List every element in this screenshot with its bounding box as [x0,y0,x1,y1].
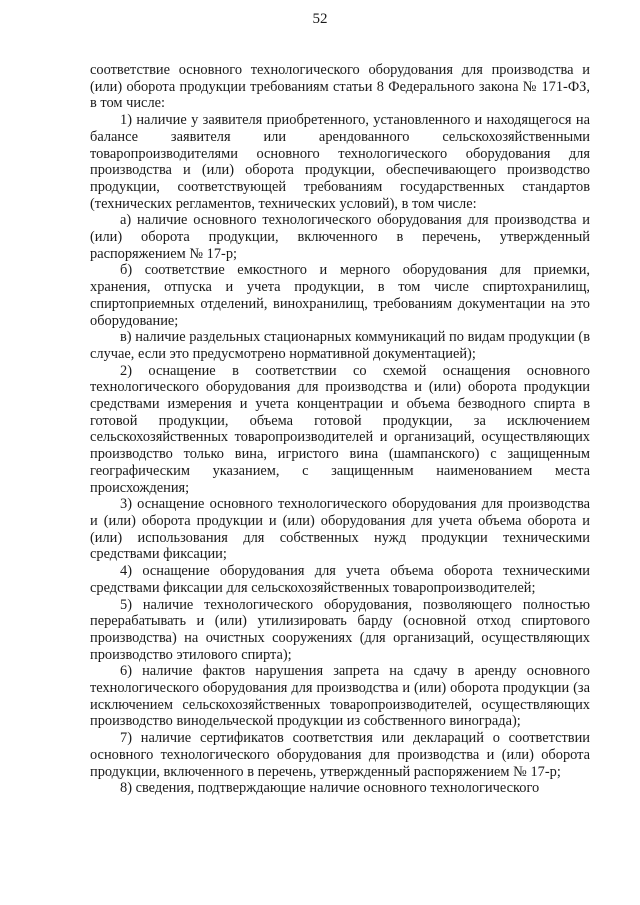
paragraph-item-8: 8) сведения, подтверждающие наличие основного технологического [120,780,540,797]
page-number: 52 [312,11,328,27]
paragraph-item-4: 4) оснащение оборудования для учета объема оборота техническими средствами фиксации для сельскохозяйственных товаропроизводителей; [90,563,590,596]
paragraph-item-7: 7) наличие сертификатов соответствия или деклараций о соответствии основного технологического оборудования для производства и (или) оборота продукции, включенного в перечень, утвержденный распоряжением № 17-р; [90,730,590,780]
paragraph-item-1v: в) наличие раздельных стационарных коммуникаций по видам продукции (в случае, если это предусмотрено нормативной документацией); [90,329,590,362]
paragraph-item-5: 5) наличие технологического оборудования, позволяющего полностью перерабатывать и (или) утилизировать барду (основной отход спиртового производства) на очистных сооружениях (для организаций, осуществляющих производство этилового спирта); [90,596,590,663]
paragraph-item-6: 6) наличие фактов нарушения запрета на сдачу в аренду основного технологического оборудования для производства и (или) оборота продукции (за исключением сельскохозяйственных товаропроизводителей, осуществляющих производство винодельческой продукции из собственного винограда); [90,663,590,730]
paragraph-item-1b: б) соответствие емкостного и мерного оборудования для приемки, хранения, отпуска и учета продукции, в том числе спиртохранилищ, спиртоприемных отделений, винохранилищ, требованиям документации на это оборудование; [90,262,590,329]
paragraph-item-3: 3) оснащение основного технологического оборудования для производства и (или) оборота продукции и (или) оборудования для учета объема оборота и (или) использования для собственных нужд продукции техническими средствами фиксации; [90,496,590,563]
document-body [90,62,590,797]
paragraph-intro: соответствие основного технологического оборудования для производства и (или) оборота продукции требованиям статьи 8 Федерального закона № 171-ФЗ, в том числе: [90,62,590,112]
paragraph-item-1a: а) наличие основного технологического оборудования для производства и (или) оборота продукции, включенного в перечень, утвержденный распоряжением № 17-р; [90,212,590,262]
paragraph-item-1: 1) наличие у заявителя приобретенного, установленного и находящегося на балансе заявителя или арендованного сельскохозяйственными товаропроизводителями основного технологического оборудования для производства и (или) оборота продукции, обеспечивающего производство продукции, соответствующей требованиям государственных стандартов (технических регламентов, технических условий), в том числе: [90,112,590,212]
paragraph-item-2: 2) оснащение в соответствии со схемой оснащения основного технологического оборудования для производства и (или) оборота продукции средствами измерения и учета концентрации и объема безводного спирта в готовой продукции, объема готовой продукции, за исключением сельскохозяйственных товаропроизводителей и организаций, осуществляющих производство только вина, игристого вина (шампанского) с защищенным географическим указанием, с защищенным наименованием места происхождения; [90,362,590,496]
